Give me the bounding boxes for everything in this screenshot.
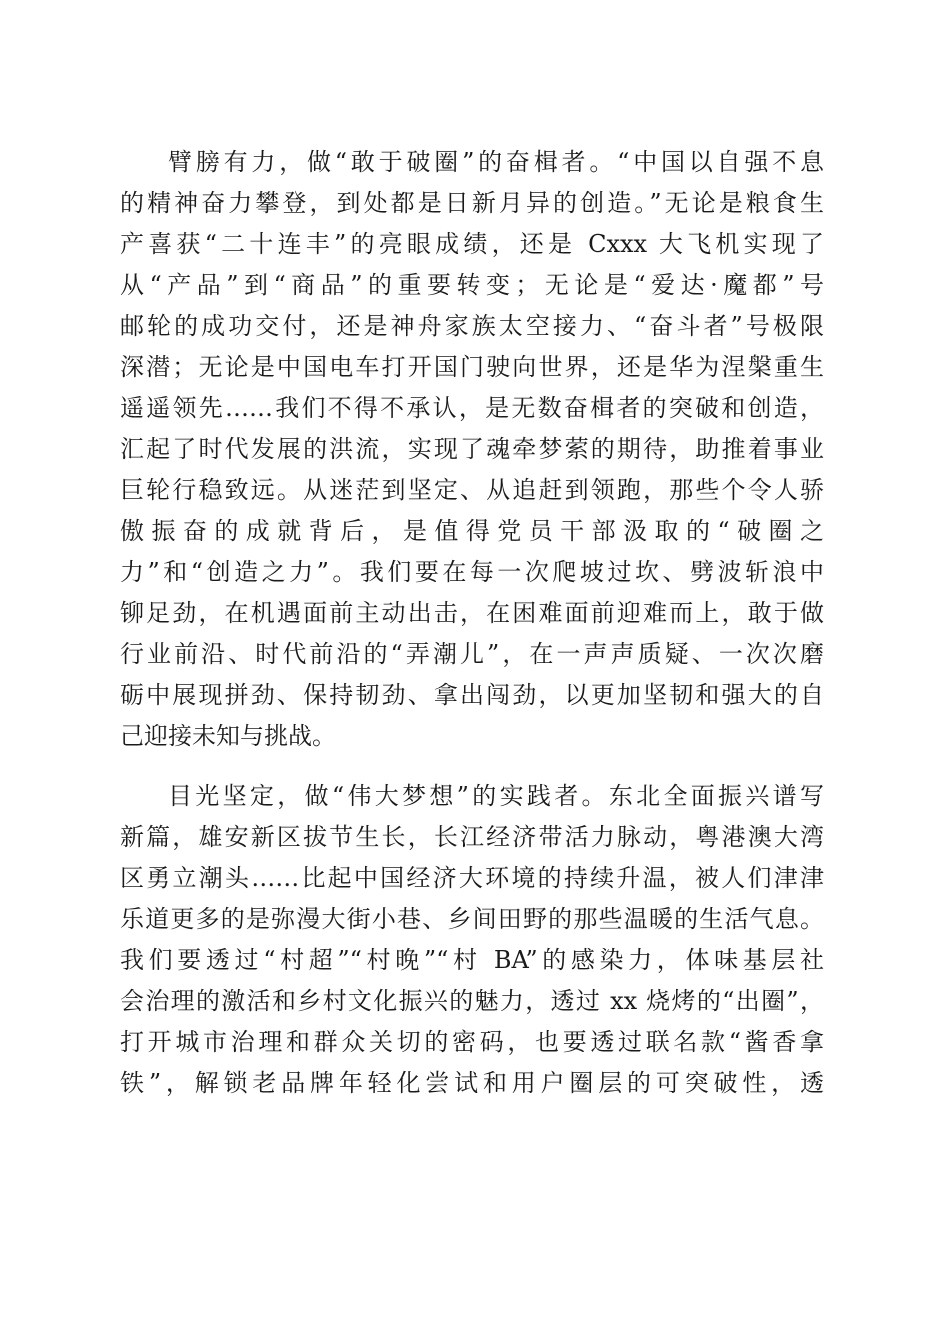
paragraph-1-line-1: 臂膀有力，做“敢于破圈”的奋楫者。“中国以自强不息 [168, 148, 824, 176]
paragraph-1-line-3: 产喜获“二十连丰”的亮眼成绩，还是 Cxxx 大飞机实现了 [120, 230, 824, 258]
paragraph-2-line-7: 打开城市治理和群众关切的密码，也要透过联名款“酱香拿 [120, 1028, 824, 1056]
paragraph-1-line-7: 遥遥领先……我们不得不承认，是无数奋楫者的突破和创造， [120, 394, 824, 422]
paragraph-1-line-4: 从“产品”到“商品”的重要转变；无论是“爱达·魔都”号 [120, 271, 824, 299]
paragraph-1-line-2: 的精神奋力攀登，到处都是日新月异的创造。”无论是粮食生 [120, 189, 824, 217]
paragraph-1-line-15: 己迎接未知与挑战。 [120, 722, 336, 750]
paragraph-2-line-4: 乐道更多的是弥漫大街小巷、乡间田野的那些温暖的生活气息。 [120, 905, 824, 933]
paragraph-2-line-3: 区勇立潮头……比起中国经济大环境的持续升温，被人们津津 [120, 864, 824, 892]
paragraph-2-line-1: 目光坚定，做“伟大梦想”的实践者。东北全面振兴谱写 [168, 782, 824, 810]
paragraph-2-line-5: 我们要透过“村超”“村晚”“村 BA”的感染力，体味基层社 [120, 946, 824, 974]
paragraph-1-line-12: 铆足劲，在机遇面前主动出击，在困难面前迎难而上，敢于做 [120, 599, 824, 627]
paragraph-1-line-9: 巨轮行稳致远。从迷茫到坚定、从追赶到领跑，那些个令人骄 [120, 476, 824, 504]
paragraph-1-line-5: 邮轮的成功交付，还是神舟家族太空接力、“奋斗者”号极限 [120, 312, 824, 340]
paragraph-1-line-6: 深潜；无论是中国电车打开国门驶向世界，还是华为涅槃重生 [120, 353, 824, 381]
paragraph-2-line-2: 新篇，雄安新区拔节生长，长江经济带活力脉动，粤港澳大湾 [120, 823, 824, 851]
paragraph-1-line-13: 行业前沿、时代前沿的“弄潮儿”，在一声声质疑、一次次磨 [120, 640, 824, 668]
paragraph-1-line-11: 力”和“创造之力”。我们要在每一次爬坡过坎、劈波斩浪中 [120, 558, 824, 586]
paragraph-1-line-14: 砺中展现拼劲、保持韧劲、拿出闯劲，以更加坚韧和强大的自 [120, 681, 824, 709]
paragraph-2-line-6: 会治理的激活和乡村文化振兴的魅力，透过 xx 烧烤的“出圈”， [120, 987, 824, 1015]
paragraph-1-line-8: 汇起了时代发展的洪流，实现了魂牵梦萦的期待，助推着事业 [120, 435, 824, 463]
paragraph-1-line-10: 傲振奋的成就背后，是值得党员干部汲取的“破圈之 [120, 517, 824, 545]
paragraph-2-line-8: 铁”，解锁老品牌年轻化尝试和用户圈层的可突破性，透 [120, 1069, 824, 1097]
